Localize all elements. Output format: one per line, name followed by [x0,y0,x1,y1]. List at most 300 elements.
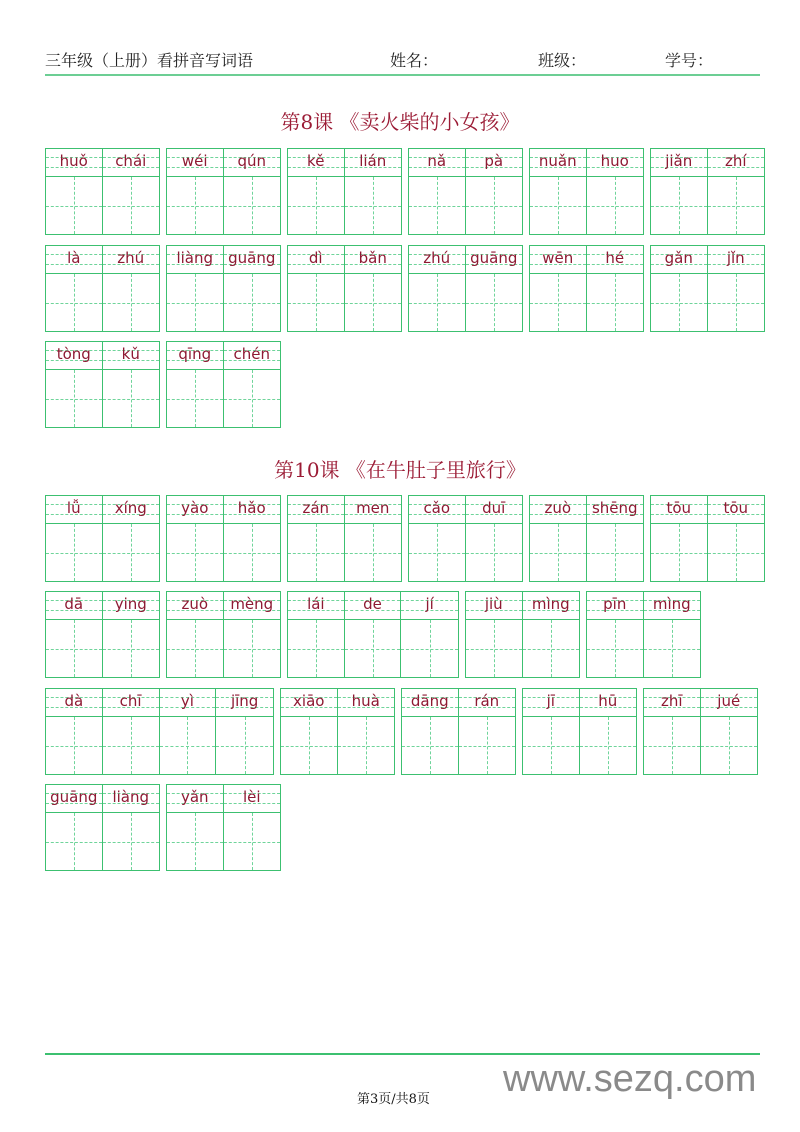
pinyin-text: xíng [114,499,147,517]
pinyin-label [103,246,160,274]
writing-grid[interactable] [708,274,765,331]
pinyin-label [167,592,223,620]
character-cell[interactable] [587,246,644,331]
pinyin-text: huo [600,152,629,170]
page-indicator: 第3页/共8页 [357,1092,430,1107]
writing-grid[interactable] [224,524,281,581]
pinyin-text: tōu [723,499,749,517]
character-cell[interactable] [281,689,338,774]
writing-grid[interactable] [46,524,102,581]
pinyin-text: liàng [112,788,150,806]
pinyin-label [288,496,344,524]
writing-grid[interactable] [103,524,160,581]
pinyin-text: yào [181,499,209,517]
writing-grid[interactable] [459,717,516,774]
character-cell[interactable] [338,689,395,774]
pinyin-label [651,149,707,177]
pinyin-text: dà [64,692,84,710]
pinyin-label [651,496,707,524]
character-cell[interactable] [644,592,701,677]
pinyin-label [401,592,458,620]
pinyin-label [466,149,523,177]
word-box [166,495,281,582]
pinyin-label [288,246,344,274]
pinyin-label [466,592,522,620]
writing-grid[interactable] [167,274,223,331]
writing-grid[interactable] [345,620,401,677]
pinyin-text: ying [114,595,147,613]
word-box [650,245,765,332]
pinyin-label [345,592,401,620]
word-box [287,148,402,235]
pinyin-label [46,149,102,177]
character-cell[interactable] [288,496,345,581]
character-cell[interactable] [409,496,466,581]
character-cell[interactable] [167,592,224,677]
pinyin-text: chén [233,345,270,363]
character-cell[interactable] [466,592,523,677]
word-box [529,495,644,582]
pinyin-label [530,149,586,177]
writing-grid[interactable] [530,177,586,234]
character-cell[interactable] [523,689,580,774]
pinyin-label [46,689,102,717]
pinyin-text: yǎn [180,788,209,806]
writing-grid[interactable] [46,274,102,331]
character-cell[interactable] [530,496,587,581]
pinyin-label [701,689,758,717]
character-cell[interactable] [167,496,224,581]
word-box [287,495,402,582]
watermark: www.sezq.com [503,1058,757,1100]
pinyin-text: guāng [228,249,276,267]
word-box [465,591,580,678]
pinyin-text: chái [115,152,147,170]
character-cell[interactable] [46,496,103,581]
word-box [408,148,523,235]
pinyin-label [402,689,458,717]
pinyin-text: chī [119,692,142,710]
writing-grid[interactable] [281,717,337,774]
character-cell[interactable] [409,246,466,331]
character-cell[interactable] [46,342,103,427]
pinyin-label [338,689,395,717]
pinyin-text: bǎn [358,249,387,267]
pinyin-label [224,496,281,524]
writing-grid[interactable] [466,524,523,581]
writing-grid[interactable] [530,274,586,331]
pinyin-text: jí [425,595,434,613]
pinyin-label [409,496,465,524]
character-cell[interactable] [466,246,523,331]
word-box [401,688,516,775]
writing-grid[interactable] [651,177,707,234]
pinyin-text: wéi [181,152,208,170]
character-cell[interactable] [103,785,160,870]
word-box [166,341,281,428]
character-cell[interactable] [345,149,402,234]
pinyin-text: men [356,499,390,517]
character-cell[interactable] [167,342,224,427]
writing-grid[interactable] [103,813,160,870]
pinyin-label [708,149,765,177]
pinyin-label [587,592,643,620]
character-cell[interactable] [587,592,644,677]
pinyin-label [167,246,223,274]
pinyin-label [167,149,223,177]
pinyin-text: huǒ [59,152,88,170]
writing-grid[interactable] [466,620,522,677]
character-cell[interactable] [224,342,281,427]
writing-grid[interactable] [530,524,586,581]
writing-grid[interactable] [103,274,160,331]
writing-grid[interactable] [288,177,344,234]
writing-grid[interactable] [46,177,102,234]
name-label: 姓名： [390,51,439,70]
pinyin-text: gǎn [664,249,693,267]
writing-grid[interactable] [345,274,402,331]
writing-grid[interactable] [345,177,402,234]
pinyin-text: nuǎn [538,152,577,170]
character-cell[interactable] [402,689,459,774]
pinyin-text: tòng [56,345,91,363]
writing-grid[interactable] [409,274,465,331]
writing-grid[interactable] [46,370,102,427]
writing-grid[interactable] [651,524,707,581]
pinyin-label [708,496,765,524]
writing-grid[interactable] [103,177,160,234]
writing-grid[interactable] [580,717,637,774]
writing-grid[interactable] [523,620,580,677]
word-box [166,784,281,871]
writing-grid[interactable] [644,717,700,774]
pinyin-label [103,785,160,813]
pinyin-label [216,689,273,717]
character-cell[interactable] [708,149,765,234]
word-box [280,688,395,775]
pinyin-text: lián [359,152,387,170]
header-divider [45,74,760,76]
pinyin-text: jī [546,692,555,710]
writing-grid[interactable] [338,717,395,774]
pinyin-label [459,689,516,717]
pinyin-label [345,496,402,524]
pinyin-text: liàng [176,249,214,267]
character-cell[interactable] [523,592,580,677]
word-box [45,341,160,428]
character-cell[interactable] [46,149,103,234]
writing-grid[interactable] [587,524,644,581]
writing-grid[interactable] [409,524,465,581]
pinyin-text: lái [307,595,325,613]
writing-grid[interactable] [46,717,102,774]
character-cell[interactable] [103,149,160,234]
character-cell[interactable] [459,689,516,774]
pinyin-text: dāng [410,692,449,710]
character-cell[interactable] [345,592,402,677]
pinyin-label [530,246,586,274]
character-cell[interactable] [46,246,103,331]
character-cell[interactable] [288,149,345,234]
pinyin-text: zhī [660,692,683,710]
pinyin-label [708,246,765,274]
pinyin-label [103,149,160,177]
character-cell[interactable] [409,149,466,234]
character-cell[interactable] [288,246,345,331]
pinyin-label [587,149,644,177]
writing-grid[interactable] [103,370,160,427]
writing-grid[interactable] [288,524,344,581]
pinyin-label [103,342,160,370]
writing-grid[interactable] [409,177,465,234]
character-cell[interactable] [46,592,103,677]
pinyin-label [466,246,523,274]
character-cell[interactable] [103,246,160,331]
pinyin-text: duī [482,499,506,517]
writing-grid[interactable] [167,620,223,677]
pinyin-label [345,149,402,177]
character-cell[interactable] [224,785,281,870]
pinyin-label [651,246,707,274]
pinyin-label [644,592,701,620]
pinyin-label [288,592,344,620]
pinyin-label [224,592,281,620]
word-box [650,495,765,582]
pinyin-label [580,689,637,717]
writing-grid[interactable] [708,524,765,581]
pinyin-label [167,785,223,813]
character-cell[interactable] [103,689,160,774]
pinyin-text: jiǎn [665,152,693,170]
word-box [287,591,459,678]
character-cell[interactable] [46,689,103,774]
writing-grid[interactable] [224,177,281,234]
pinyin-label [46,496,102,524]
pinyin-label [167,342,223,370]
pinyin-label [103,496,160,524]
writing-grid[interactable] [401,620,458,677]
writing-grid[interactable] [216,717,273,774]
writing-grid[interactable] [701,717,758,774]
pinyin-text: cǎo [423,499,451,517]
writing-grid[interactable] [288,274,344,331]
writing-grid[interactable] [345,524,402,581]
writing-grid[interactable] [587,177,644,234]
pinyin-text: lǚ [66,499,81,517]
pinyin-label [46,592,102,620]
pinyin-label [587,496,644,524]
character-cell[interactable] [708,246,765,331]
pinyin-text: jīng [230,692,259,710]
character-cell[interactable] [580,689,637,774]
pinyin-text: qīng [178,345,212,363]
word-box [643,688,758,775]
pinyin-text: zuò [181,595,209,613]
pinyin-label [46,246,102,274]
character-cell[interactable] [701,689,758,774]
writing-grid[interactable] [466,177,523,234]
pinyin-label [224,342,281,370]
character-cell[interactable] [530,246,587,331]
writing-grid[interactable] [587,274,644,331]
pinyin-text: kǔ [121,345,140,363]
writing-grid[interactable] [587,620,643,677]
character-cell[interactable] [224,496,281,581]
pinyin-text: dì [308,249,323,267]
writing-grid[interactable] [402,717,458,774]
writing-grid[interactable] [523,717,579,774]
character-cell[interactable] [167,149,224,234]
character-cell[interactable] [587,496,644,581]
writing-grid[interactable] [644,620,701,677]
character-cell[interactable] [224,149,281,234]
writing-grid[interactable] [167,524,223,581]
pinyin-text: tōu [666,499,692,517]
writing-grid[interactable] [167,370,223,427]
character-cell[interactable] [651,149,708,234]
word-box [166,245,281,332]
pinyin-text: qún [237,152,267,170]
pinyin-text: là [67,249,81,267]
writing-grid[interactable] [224,813,281,870]
pinyin-label [46,342,102,370]
worksheet-title: 三年级（上册）看拼音写词语 [45,51,254,70]
pinyin-text: yì [180,692,194,710]
character-cell[interactable] [466,149,523,234]
word-box [45,148,160,235]
lesson-title: 第10课 《在牛肚子里旅行》 [274,458,526,482]
writing-grid[interactable] [167,177,223,234]
pinyin-text: zán [302,499,330,517]
pinyin-label [160,689,216,717]
pinyin-label [409,246,465,274]
writing-grid[interactable] [160,717,216,774]
character-cell[interactable] [224,246,281,331]
word-box [408,245,523,332]
character-cell[interactable] [103,342,160,427]
writing-grid[interactable] [46,620,102,677]
pinyin-text: zhú [117,249,145,267]
word-box [650,148,765,235]
pinyin-label [224,149,281,177]
pinyin-text: kě [307,152,325,170]
writing-grid[interactable] [708,177,765,234]
character-cell[interactable] [644,689,701,774]
pinyin-text: hū [598,692,618,710]
character-cell[interactable] [167,246,224,331]
character-cell[interactable] [530,149,587,234]
class-label: 班级： [538,51,587,70]
word-box [166,591,281,678]
pinyin-label [530,496,586,524]
pinyin-text: wēn [542,249,574,267]
pinyin-text: nǎ [427,152,447,170]
pinyin-label [103,689,159,717]
character-cell[interactable] [345,246,402,331]
writing-grid[interactable] [224,274,281,331]
pinyin-text: mìng [531,595,570,613]
pinyin-text: pīn [603,595,627,613]
pinyin-text: lèi [242,788,261,806]
pinyin-text: mìng [652,595,691,613]
writing-grid[interactable] [46,813,102,870]
pinyin-label [523,689,579,717]
pinyin-text: rán [474,692,500,710]
pinyin-label [345,246,402,274]
pinyin-label [644,689,700,717]
word-box [529,245,644,332]
writing-grid[interactable] [224,620,281,677]
character-cell[interactable] [103,496,160,581]
character-cell[interactable] [46,785,103,870]
pinyin-text: zuò [544,499,572,517]
pinyin-text: xiāo [293,692,325,710]
word-box [166,148,281,235]
pinyin-label [281,689,337,717]
pinyin-text: guāng [470,249,518,267]
character-cell[interactable] [103,592,160,677]
pinyin-label [587,246,644,274]
pinyin-text: shēng [591,499,638,517]
character-cell[interactable] [651,496,708,581]
student-id-label: 学号： [665,51,714,70]
pinyin-text: hé [605,249,625,267]
pinyin-text: guāng [50,788,98,806]
pinyin-text: jǐn [726,249,745,267]
character-cell[interactable] [288,592,345,677]
pinyin-text: jiù [484,595,503,613]
writing-grid[interactable] [466,274,523,331]
word-box [45,688,274,775]
word-box [529,148,644,235]
character-cell[interactable] [216,689,273,774]
worksheet-header [45,46,760,74]
word-box [45,245,160,332]
pinyin-label [103,592,160,620]
pinyin-text: zhí [724,152,747,170]
pinyin-label [466,496,523,524]
writing-grid[interactable] [288,620,344,677]
pinyin-text: huà [351,692,380,710]
character-cell[interactable] [587,149,644,234]
pinyin-text: dā [64,595,84,613]
character-cell[interactable] [345,496,402,581]
word-box [45,591,160,678]
character-cell[interactable] [466,496,523,581]
character-cell[interactable] [708,496,765,581]
pinyin-text: de [363,595,382,613]
word-box [586,591,701,678]
character-cell[interactable] [167,785,224,870]
pinyin-text: jué [717,692,741,710]
pinyin-label [224,785,281,813]
writing-grid[interactable] [167,813,223,870]
word-box [287,245,402,332]
pinyin-label [224,246,281,274]
character-cell[interactable] [651,246,708,331]
writing-grid[interactable] [103,717,159,774]
pinyin-label [523,592,580,620]
character-cell[interactable] [160,689,217,774]
writing-grid[interactable] [651,274,707,331]
lesson-title: 第8课 《卖火柴的小女孩》 [280,110,520,134]
word-box [408,495,523,582]
writing-grid[interactable] [224,370,281,427]
writing-grid[interactable] [103,620,160,677]
pinyin-label [167,496,223,524]
character-cell[interactable] [224,592,281,677]
character-cell[interactable] [401,592,458,677]
